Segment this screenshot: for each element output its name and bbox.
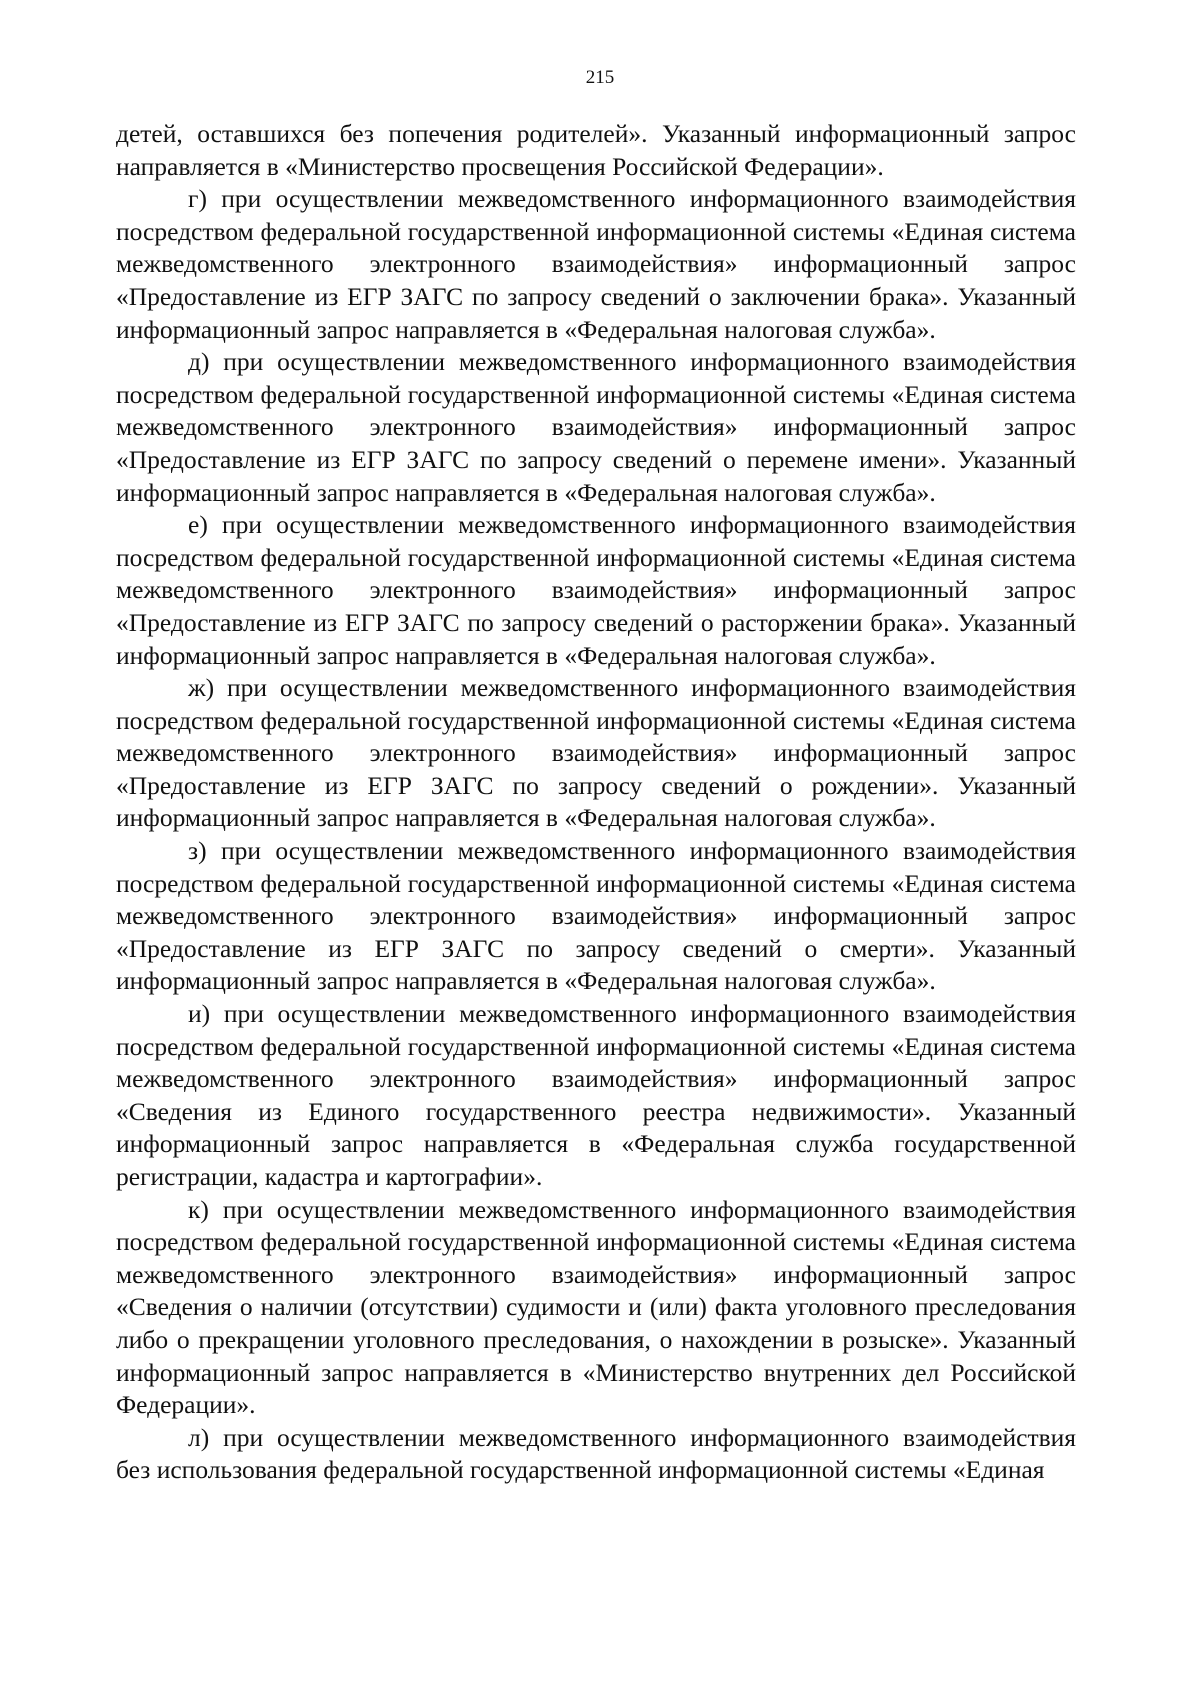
document-body (116, 118, 1076, 1487)
paragraph-item-l: л) при осуществлении межведомственного информационного взаимодействия без использования федеральной государственной информационной системы «Единая (116, 1422, 1076, 1485)
paragraph-item-g: г) при осуществлении межведомственного информационного взаимодействия посредством федеральной государственной информационной системы «Единая система межведомственного электронного взаимодействия» информационный запрос «Предоставление из ЕГР ЗАГС по запросу сведений о заключении брака». Указанный информационный запрос направляется в «Федеральная налоговая служба». (116, 184, 1076, 344)
paragraph-item-z: з) при осуществлении межведомственного информационного взаимодействия посредством федеральной государственной информационной системы «Единая система межведомственного электронного взаимодействия» информационный запрос «Предоставление из ЕГР ЗАГС по запросу сведений о смерти». Указанный информационный запрос направляется в «Федеральная налоговая служба». (116, 836, 1076, 996)
paragraph-item-k: к) при осуществлении межведомственного информационного взаимодействия посредством федеральной государственной информационной системы «Единая система межведомственного электронного взаимодействия» информационный запрос «Сведения о наличии (отсутствии) судимости и (или) факта уголовного преследования либо о прекращении уголовного преследования, о нахождении в розыске». Указанный информационный запрос направляется в «Министерство внутренних дел Российской Федерации». (116, 1194, 1076, 1420)
paragraph-item-d: д) при осуществлении межведомственного информационного взаимодействия посредством федеральной государственной информационной системы «Единая система межведомственного электронного взаимодействия» информационный запрос «Предоставление из ЕГР ЗАГС по запросу сведений о перемене имени». Указанный информационный запрос направляется в «Федеральная налоговая служба». (116, 347, 1076, 507)
paragraph-item-e: е) при осуществлении межведомственного информационного взаимодействия посредством федеральной государственной информационной системы «Единая система межведомственного электронного взаимодействия» информационный запрос «Предоставление из ЕГР ЗАГС по запросу сведений о расторжении брака». Указанный информационный запрос направляется в «Федеральная налоговая служба». (116, 510, 1076, 670)
paragraph-item-i: и) при осуществлении межведомственного информационного взаимодействия посредством федеральной государственной информационной системы «Единая система межведомственного электронного взаимодействия» информационный запрос «Сведения из Единого государственного реестра недвижимости». Указанный информационный запрос направляется в «Федеральная служба государственной регистрации, кадастра и картографии». (116, 999, 1076, 1191)
paragraph-item-zh: ж) при осуществлении межведомственного информационного взаимодействия посредством федеральной государственной информационной системы «Единая система межведомственного электронного взаимодействия» информационный запрос «Предоставление из ЕГР ЗАГС по запросу сведений о рождении». Указанный информационный запрос направляется в «Федеральная налоговая служба». (116, 673, 1076, 833)
paragraph-continuation: детей, оставшихся без попечения родителей». Указанный информационный запрос направляется в «Министерство просвещения Российской Федерации». (116, 119, 1076, 181)
page-number: 215 (585, 67, 615, 88)
